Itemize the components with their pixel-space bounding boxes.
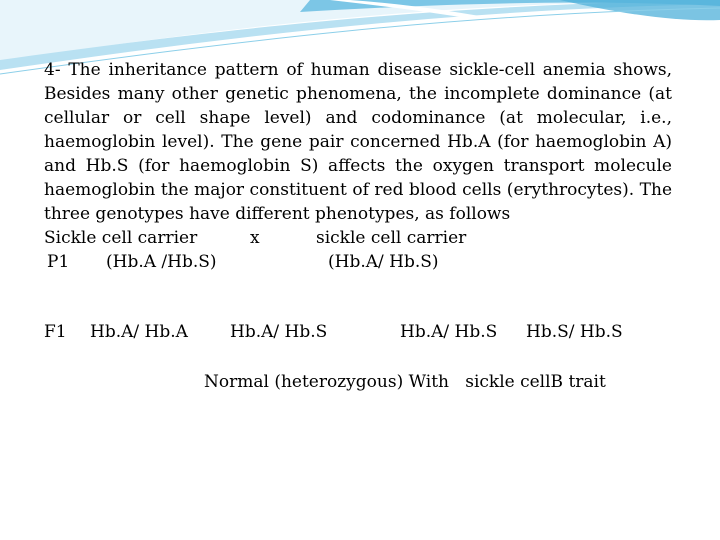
f1-genotype-2: Hb.A/ Hb.S xyxy=(230,322,328,342)
cross-parent1: Sickle cell carrier xyxy=(44,228,198,248)
p1-label: P1 xyxy=(47,252,70,272)
p1-parent2-genotype: (Hb.A/ Hb.S) xyxy=(328,252,439,272)
cross-parent2: sickle cell carrier xyxy=(316,228,467,248)
cross-symbol: x xyxy=(250,228,260,248)
f1-genotype-4: Hb.S/ Hb.S xyxy=(526,322,623,342)
f1-genotype-1: Hb.A/ Hb.A xyxy=(90,322,188,342)
description-paragraph: 4- The inheritance pattern of human disease sickle-cell anemia shows, Besides many other genetic phenomena, the incomplete dominance (at cellular or cell shape level) and codominance (at molecular, i.e., haemoglobin level). The gene pair concerned Hb.A (for haemoglobin A) and Hb.S (for haemoglobin S) affects the oxygen transport molecule haemoglobin the major constituent of red blood cells (erythrocytes). The three genotypes have different phenotypes, as follows xyxy=(44,60,672,224)
p1-parent1-genotype: (Hb.A /Hb.S) xyxy=(106,252,217,272)
phenotype-line: Normal (heterozygous) With sickle cellB trait xyxy=(204,372,606,392)
f1-label: F1 xyxy=(44,322,67,342)
f1-genotype-3: Hb.A/ Hb.S xyxy=(400,322,498,342)
